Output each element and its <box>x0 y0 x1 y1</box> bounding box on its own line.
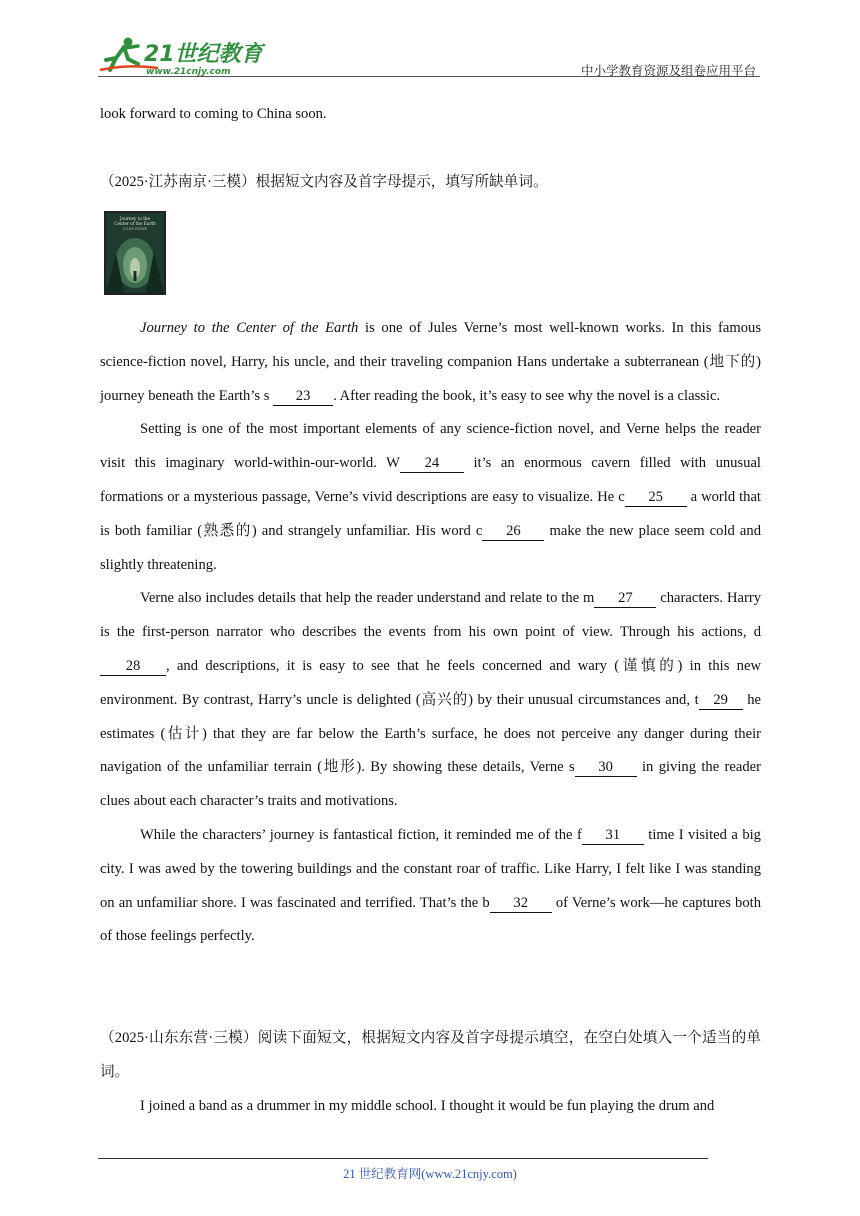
passage-1-paragraph-1 <box>100 312 761 413</box>
p3-text-a: Verne also includes details that help the reader understand and relate to the m <box>140 590 595 607</box>
p2-text-d: make the new place seem cold and slightly threatening. <box>100 522 761 573</box>
section1-source: （2025·江苏南京·三模）根据短文内容及首字母提示，填写所缺单词。 <box>100 174 548 190</box>
continuation-line <box>100 98 761 132</box>
section2 <box>100 1022 761 1123</box>
blank-31[interactable]: 31 <box>582 826 644 845</box>
continuation-text: look forward to coming to China soon. <box>100 106 327 122</box>
passage-1-paragraph-2 <box>100 413 761 582</box>
platform-name: 中小学教育资源及组卷应用平台 <box>580 63 756 78</box>
p4-text-a: While the characters’ journey is fantastical fiction, it reminded me of the f <box>140 826 582 843</box>
page-header <box>98 34 760 78</box>
p3-text-b: characters. Harry is the first-person narrator who describes the events from his own point of view. Through his actions, d <box>100 590 761 641</box>
p3-text-c: , and descriptions, it is easy to see that he feels concerned and wary (谨慎的) in this new environment. By contrast, Harry’s uncle is delighted (高兴的) by their unusual circumstances and, t <box>100 657 761 708</box>
blank-28[interactable]: 28 <box>100 657 166 676</box>
section2-paragraph-1: I joined a band as a drummer in my middle school. I thought it would be fun playing the drum and <box>140 1097 715 1114</box>
runner-logo-icon <box>98 34 268 76</box>
site-logo[interactable] <box>98 34 268 76</box>
blank-24[interactable]: 24 <box>400 454 464 473</box>
p2-text-b: it’s an enormous cavern filled with unusual formations or a mysterious passage, Verne’s vivid descriptions are easy to visualize. He c <box>100 455 761 505</box>
header-divider <box>98 76 760 77</box>
passage-1-paragraph-4 <box>100 819 761 954</box>
p3-text-e: in giving the reader clues about each character’s traits and motivations. <box>100 759 761 810</box>
p1-text-a: is one of Jules Verne’s most well-known works. In this famous science-fiction novel, Harry, his uncle, and their traveling companion Hans undertake a subterranean (地下的) journey beneath the Earth’s s <box>100 320 762 404</box>
blank-23[interactable]: 23 <box>273 387 333 406</box>
blank-32[interactable]: 32 <box>490 894 552 913</box>
passage-1 <box>100 312 761 954</box>
logo-url: www.21cnjy.com <box>146 67 231 76</box>
p2-text-c: a world that is both familiar (熟悉的) and strangely unfamiliar. His word c <box>100 488 761 539</box>
footer-divider <box>98 1158 708 1159</box>
p1-text-c: . After reading the book, it’s easy to see why the novel is a classic. <box>333 387 721 404</box>
book-cover-line2: Center of the Earth <box>114 221 156 226</box>
p4-text-c: of Verne’s work—he captures both of those feelings perfectly. <box>100 894 762 945</box>
book-cover-line3: JULES VERNE <box>123 227 147 231</box>
blank-29[interactable]: 29 <box>699 691 743 710</box>
p3-text-d: he estimates (估计) that they are far below the Earth’s surface, he does not perceive any danger during their navigation of the unfamiliar terrain (地形). By showing these details, Verne s <box>100 691 761 776</box>
page-footer[interactable]: 21 世纪教育网(www.21cnjy.com) <box>343 1167 517 1181</box>
blank-26[interactable]: 26 <box>482 522 544 541</box>
section1-header <box>100 166 761 200</box>
logo-text: 21世纪教育 <box>144 42 263 67</box>
p4-text-b: time I visited a big city. I was awed by the towering buildings and the constant roar of traffic. Like Harry, I felt like I was standing on an unfamiliar shore. I was fascinated and terrified. That’s the b <box>100 826 761 911</box>
blank-27[interactable]: 27 <box>594 589 656 608</box>
passage-1-paragraph-3 <box>100 582 761 819</box>
book-cover-image <box>104 211 166 295</box>
section2-source: （2025·山东东营·三模）阅读下面短文，根据短文内容及首字母提示填空，在空白处填入一个适当的单词。 <box>100 1030 761 1080</box>
book-cover-line1: Journey to the <box>119 216 151 221</box>
p2-text-a: Setting is one of the most important elements of any science-fiction novel, and Verne helps the reader visit this imaginary world-within-our-world. W <box>100 421 761 472</box>
blank-25[interactable]: 25 <box>625 488 687 507</box>
blank-30[interactable]: 30 <box>575 758 637 777</box>
book-title: Journey to the Center of the Earth <box>140 320 359 336</box>
